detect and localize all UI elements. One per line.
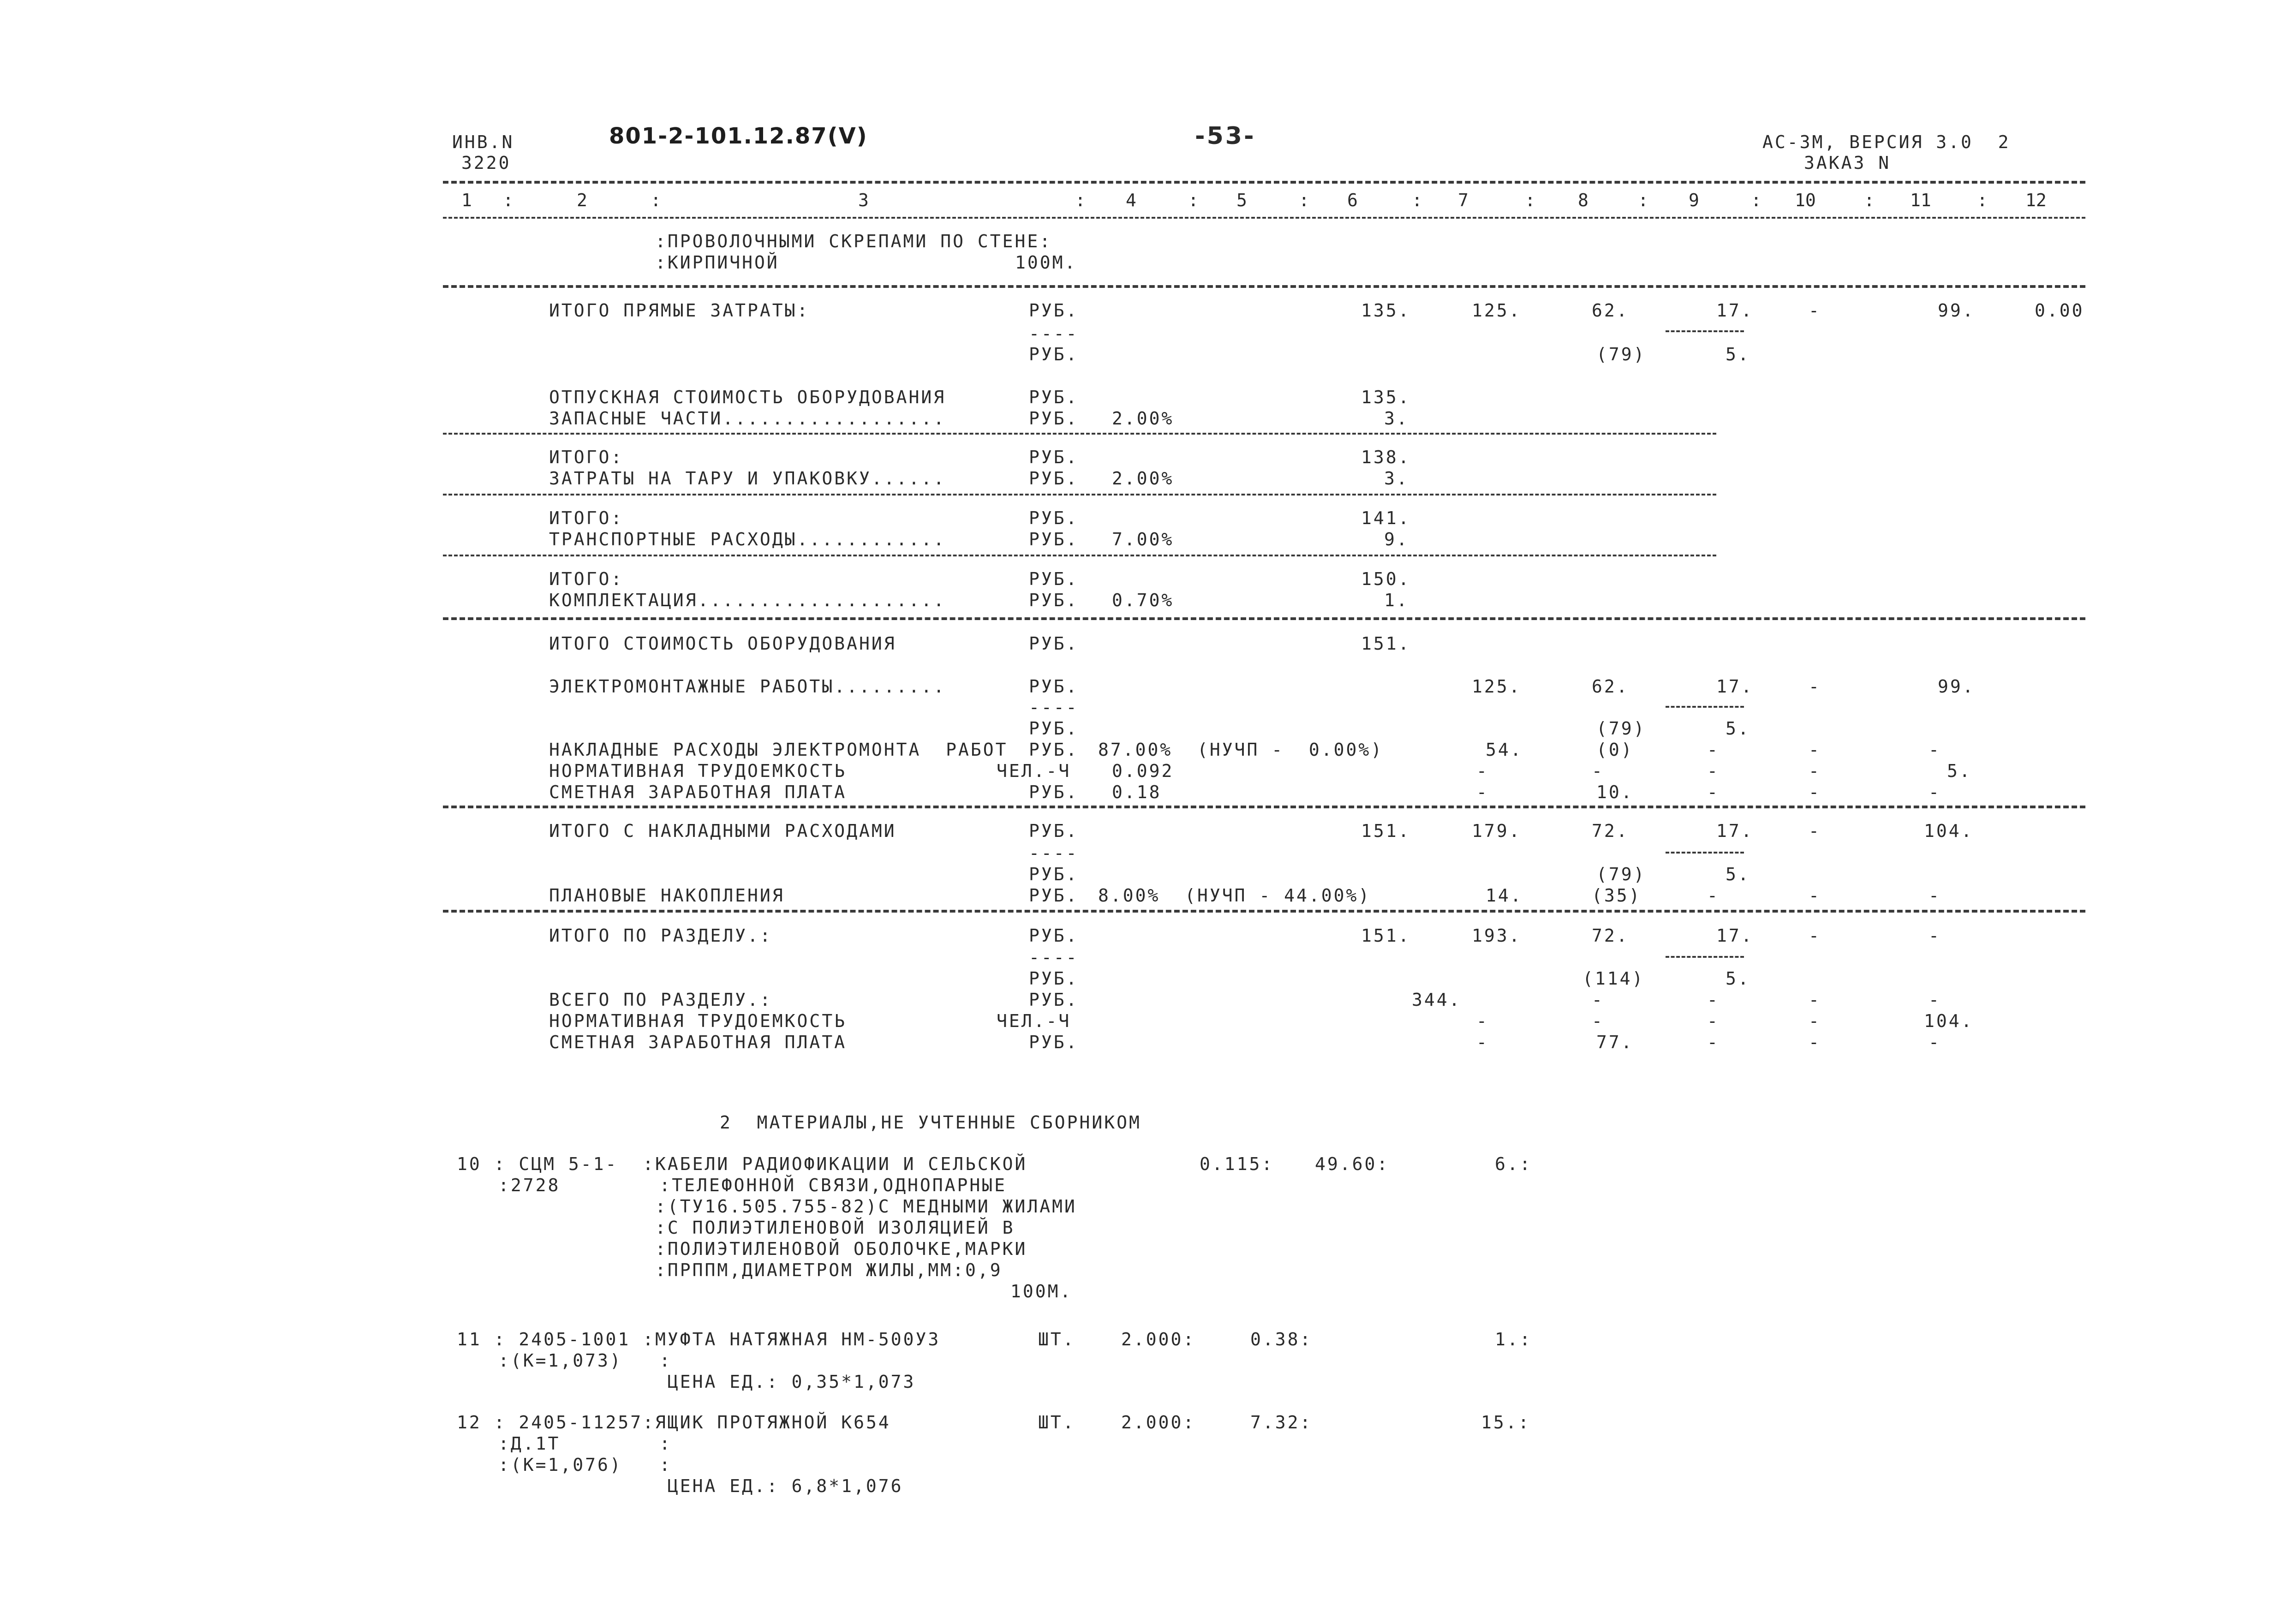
fraction-rule — [1666, 330, 1744, 332]
estimate-line: 7.32: — [1250, 1412, 1313, 1433]
column-separator: : — [1075, 190, 1086, 210]
column-separator: : — [1299, 190, 1309, 210]
estimate-line: 10. — [1596, 782, 1634, 802]
column-number: 10 — [1795, 190, 1816, 210]
estimate-line: РУБ. — [1029, 1032, 1079, 1052]
estimate-line: - — [1809, 1032, 1821, 1052]
estimate-line: ---- — [1029, 843, 1079, 863]
estimate-line: ИТОГО С НАКЛАДНЫМИ РАСХОДАМИ — [549, 821, 896, 841]
estimate-line: 0.092 — [1112, 761, 1174, 781]
estimate-line: 125. — [1472, 300, 1522, 321]
column-number: 7 — [1458, 190, 1469, 210]
estimate-line: ИТОГО ПО РАЗДЕЛУ.: — [549, 925, 772, 946]
estimate-line: - — [1809, 885, 1821, 906]
estimate-line: :С ПОЛИЭТИЛЕНОВОЙ ИЗОЛЯЦИЕЙ В — [655, 1218, 1015, 1238]
fraction-rule — [1666, 852, 1744, 854]
estimate-line: - — [1809, 990, 1821, 1010]
estimate-line: - — [1707, 761, 1720, 781]
estimate-line: :(ТУ16.505.755-82)С МЕДНЫМИ ЖИЛАМИ — [655, 1196, 1077, 1217]
group-rule — [443, 433, 1716, 435]
estimate-line: ПЛАНОВЫЕ НАКОПЛЕНИЯ — [549, 885, 785, 906]
estimate-line: 10 : СЦМ 5-1- :КАБЕЛИ РАДИОФИКАЦИИ И СЕЛЬСКОЙ — [457, 1154, 1027, 1174]
estimate-line: 14. — [1486, 885, 1523, 906]
estimate-line: - — [1592, 990, 1604, 1010]
estimate-line: 72. — [1592, 821, 1629, 841]
estimate-line: ЦЕНА ЕД.: 6,8*1,076 — [655, 1476, 903, 1496]
column-number: 1 — [461, 190, 472, 210]
estimate-line: (114) — [1582, 968, 1645, 989]
estimate-line: ЗАПАСНЫЕ ЧАСТИ.................. — [549, 408, 946, 429]
section-rule — [443, 285, 2085, 288]
estimate-line: 151. — [1361, 925, 1411, 946]
section-rule — [443, 910, 2085, 913]
estimate-line: - — [1707, 782, 1720, 802]
estimate-line: 7.00% — [1112, 529, 1174, 549]
estimate-line: (79) — [1596, 344, 1646, 364]
estimate-line: 0.115: — [1200, 1154, 1274, 1174]
column-number: 9 — [1689, 190, 1699, 210]
estimate-line: РУБ. — [1029, 447, 1079, 467]
estimate-line: РУБ. — [1029, 529, 1079, 549]
group-rule — [443, 555, 1716, 556]
estimate-line: - — [1476, 782, 1489, 802]
estimate-line: - — [1809, 821, 1821, 841]
estimate-line: 15.: — [1481, 1412, 1531, 1433]
estimate-line: (0) — [1596, 740, 1634, 760]
estimate-line: 125. — [1472, 676, 1522, 697]
estimate-line: ИТОГО: — [549, 447, 624, 467]
estimate-line: - — [1929, 782, 1941, 802]
estimate-line: РУБ. — [1029, 300, 1079, 321]
estimate-line: 62. — [1592, 676, 1629, 697]
estimate-line: - — [1707, 885, 1720, 906]
estimate-line: 5. — [1726, 718, 1750, 739]
estimate-line: 9. — [1384, 529, 1409, 549]
estimate-line: 150. — [1361, 569, 1411, 589]
column-number: 6 — [1347, 190, 1358, 210]
estimate-line: 2.00% — [1112, 468, 1174, 489]
estimate-line: ИТОГО: — [549, 508, 624, 528]
column-number: 4 — [1126, 190, 1136, 210]
estimate-line: РУБ. — [1029, 740, 1079, 760]
estimate-line: ---- — [1029, 947, 1079, 967]
estimate-line: РУБ. — [1029, 590, 1079, 610]
estimate-line: 179. — [1472, 821, 1522, 841]
estimate-line: :2728 :ТЕЛЕФОННОЙ СВЯЗИ,ОДНОПАРНЫЕ — [498, 1175, 1007, 1195]
estimate-line: РУБ. — [1029, 885, 1079, 906]
estimate-line: ЧЕЛ.-Ч — [997, 1011, 1071, 1031]
estimate-line: 99. — [1938, 300, 1975, 321]
estimate-line: (79) — [1596, 864, 1646, 884]
estimate-line: 5. — [1726, 864, 1750, 884]
estimate-line: :Д.1Т : — [498, 1433, 672, 1454]
column-number: 2 — [577, 190, 587, 210]
estimate-line: 11 : 2405-1001 :МУФТА НАТЯЖНАЯ НМ-500У3 — [457, 1329, 941, 1349]
estimate-line: ---- — [1029, 697, 1079, 717]
estimate-line: 99. — [1938, 676, 1975, 697]
estimate-line: 151. — [1361, 633, 1411, 654]
fraction-rule — [1666, 956, 1744, 958]
estimate-line: - — [1809, 300, 1821, 321]
estimate-line: 2.000: — [1121, 1412, 1196, 1433]
column-separator: : — [1751, 190, 1762, 210]
column-separator: : — [1638, 190, 1648, 210]
estimate-line: - — [1476, 1011, 1489, 1031]
column-number: 3 — [858, 190, 869, 210]
column-number: 11 — [1910, 190, 1931, 210]
estimate-line: ИТОГО: — [549, 569, 624, 589]
estimate-line: 5. — [1726, 968, 1750, 989]
estimate-line: РУБ. — [1029, 508, 1079, 528]
estimate-line: 104. — [1924, 1011, 1974, 1031]
estimate-line: - — [1476, 1032, 1489, 1052]
estimate-line: 135. — [1361, 300, 1411, 321]
estimate-line: :(К=1,076) : — [498, 1455, 672, 1475]
estimate-line: 1. — [1384, 590, 1409, 610]
estimate-line: - — [1929, 1032, 1941, 1052]
estimate-line: 17. — [1716, 821, 1754, 841]
estimate-line: НАКЛАДНЫЕ РАСХОДЫ ЭЛЕКТРОМОНТА РАБОТ — [549, 740, 1008, 760]
fraction-rule — [1666, 706, 1744, 708]
estimate-line: (79) — [1596, 718, 1646, 739]
inv-label: ИНВ.N — [452, 132, 514, 152]
estimate-line: 100М. — [1010, 1281, 1073, 1302]
estimate-line: :ПРОВОЛОЧНЫМИ СКРЕПАМИ ПО СТЕНЕ: — [655, 231, 1052, 251]
estimate-line: РУБ. — [1029, 633, 1079, 654]
estimate-line: 12 : 2405-11257:ЯЩИК ПРОТЯЖНОЙ К654 — [457, 1412, 891, 1433]
estimate-line: 72. — [1592, 925, 1629, 946]
inv-number: 3220 — [461, 153, 511, 173]
estimate-line: - — [1592, 1011, 1604, 1031]
estimate-line: НОРМАТИВНАЯ ТРУДОЕМКОСТЬ — [549, 1011, 847, 1031]
estimate-line: РУБ. — [1029, 344, 1079, 364]
estimate-line: - — [1809, 925, 1821, 946]
estimate-line: ЦЕНА ЕД.: 0,35*1,073 — [655, 1372, 916, 1392]
estimate-line: 5. — [1726, 344, 1750, 364]
estimate-line: ЭЛЕКТРОМОНТАЖНЫЕ РАБОТЫ......... — [549, 676, 946, 697]
estimate-line: - — [1809, 761, 1821, 781]
estimate-line: - — [1929, 925, 1941, 946]
estimate-line: 17. — [1716, 300, 1754, 321]
estimate-line: 2 МАТЕРИАЛЫ,НЕ УЧТЕННЫЕ СБОРНИКОМ — [720, 1112, 1141, 1133]
estimate-line: РУБ. — [1029, 676, 1079, 697]
estimate-line: 3. — [1384, 468, 1409, 489]
estimate-line: ТРАНСПОРТНЫЕ РАСХОДЫ............ — [549, 529, 946, 549]
estimate-line: 17. — [1716, 925, 1754, 946]
estimate-line: РУБ. — [1029, 990, 1079, 1010]
column-separator: : — [1977, 190, 1988, 210]
estimate-line: 1.: — [1495, 1329, 1532, 1349]
estimate-line: 0.38: — [1250, 1329, 1313, 1349]
estimate-line: 6.: — [1495, 1154, 1532, 1174]
column-separator: : — [1188, 190, 1199, 210]
estimate-line: ШТ. — [1038, 1412, 1075, 1433]
estimate-line: 54. — [1486, 740, 1523, 760]
estimate-line: 17. — [1716, 676, 1754, 697]
estimate-line: (35) — [1592, 885, 1642, 906]
estimate-line: - — [1707, 1032, 1720, 1052]
estimate-line: НОРМАТИВНАЯ ТРУДОЕМКОСТЬ — [549, 761, 847, 781]
estimate-line: ВСЕГО ПО РАЗДЕЛУ.: — [549, 990, 772, 1010]
estimate-line: РУБ. — [1029, 569, 1079, 589]
table-top-rule — [443, 181, 2085, 184]
estimate-line: - — [1809, 740, 1821, 760]
estimate-line: 193. — [1472, 925, 1522, 946]
estimate-line: - — [1707, 1011, 1720, 1031]
estimate-line: ИТОГО СТОИМОСТЬ ОБОРУДОВАНИЯ — [549, 633, 896, 654]
estimate-line: 151. — [1361, 821, 1411, 841]
estimate-line: :(К=1,073) : — [498, 1350, 672, 1371]
section-rule — [443, 806, 2085, 808]
estimate-line: 2.000: — [1121, 1329, 1196, 1349]
estimate-line: 5. — [1947, 761, 1972, 781]
estimate-line: 141. — [1361, 508, 1411, 528]
estimate-line: 344. — [1412, 990, 1462, 1010]
column-number: 5 — [1236, 190, 1247, 210]
estimate-line: ШТ. — [1038, 1329, 1075, 1349]
estimate-line: РУБ. — [1029, 408, 1079, 429]
estimate-line: 0.18 — [1112, 782, 1162, 802]
estimate-line: 104. — [1924, 821, 1974, 841]
estimate-line: РУБ. — [1029, 718, 1079, 739]
estimate-line: - — [1476, 761, 1489, 781]
page-number: -53- — [1195, 122, 1256, 150]
estimate-line: СМЕТНАЯ ЗАРАБОТНАЯ ПЛАТА — [549, 1032, 847, 1052]
estimate-line: КОМПЛЕКТАЦИЯ.................... — [549, 590, 946, 610]
estimate-line: ЗАТРАТЫ НА ТАРУ И УПАКОВКУ...... — [549, 468, 946, 489]
estimate-line: 87.00% (НУЧП - 0.00%) — [1098, 740, 1384, 760]
column-number: 8 — [1578, 190, 1588, 210]
estimate-line: ИТОГО ПРЯМЫЕ ЗАТРАТЫ: — [549, 300, 810, 321]
document-code: 801-2-101.12.87(V) — [609, 123, 868, 149]
estimate-line: РУБ. — [1029, 468, 1079, 489]
section-rule — [443, 617, 2085, 620]
estimate-line: - — [1809, 782, 1821, 802]
program-version: АС-3М, ВЕРСИЯ 3.0 2 — [1762, 132, 2011, 152]
column-separator: : — [651, 190, 661, 210]
estimate-line: ОТПУСКНАЯ СТОИМОСТЬ ОБОРУДОВАНИЯ — [549, 387, 946, 407]
estimate-line: РУБ. — [1029, 821, 1079, 841]
estimate-line: :КИРПИЧНОЙ — [655, 252, 779, 273]
estimate-line: - — [1929, 990, 1941, 1010]
estimate-line: 0.00 — [2035, 300, 2084, 321]
estimate-line: :ПОЛИЭТИЛЕНОВОЙ ОБОЛОЧКЕ,МАРКИ — [655, 1239, 1027, 1259]
header-rule — [443, 217, 2085, 219]
estimate-line: 77. — [1596, 1032, 1634, 1052]
estimate-line: 135. — [1361, 387, 1411, 407]
estimate-line: 2.00% — [1112, 408, 1174, 429]
estimate-line: - — [1707, 990, 1720, 1010]
estimate-line: РУБ. — [1029, 782, 1079, 802]
estimate-line: РУБ. — [1029, 387, 1079, 407]
column-separator: : — [1525, 190, 1535, 210]
estimate-line: 8.00% (НУЧП - 44.00%) — [1098, 885, 1371, 906]
estimate-line: - — [1809, 676, 1821, 697]
column-separator: : — [1864, 190, 1875, 210]
estimate-line: - — [1707, 740, 1720, 760]
estimate-line: ---- — [1029, 323, 1079, 344]
estimate-line: 0.70% — [1112, 590, 1174, 610]
order-number: ЗАКАЗ N — [1804, 153, 1891, 173]
estimate-line: - — [1929, 885, 1941, 906]
estimate-line: - — [1809, 1011, 1821, 1031]
estimate-line: РУБ. — [1029, 864, 1079, 884]
estimate-line: РУБ. — [1029, 925, 1079, 946]
estimate-line: 49.60: — [1315, 1154, 1390, 1174]
estimate-line: :ПРППМ,ДИАМЕТРОМ ЖИЛЫ,ММ:0,9 — [655, 1260, 1003, 1280]
estimate-line: - — [1929, 740, 1941, 760]
estimate-line: РУБ. — [1029, 968, 1079, 989]
estimate-line: 62. — [1592, 300, 1629, 321]
column-number: 12 — [2025, 190, 2047, 210]
estimate-line: ЧЕЛ.-Ч — [997, 761, 1071, 781]
estimate-line: СМЕТНАЯ ЗАРАБОТНАЯ ПЛАТА — [549, 782, 847, 802]
estimate-line: 138. — [1361, 447, 1411, 467]
column-separator: : — [1412, 190, 1422, 210]
estimate-line: 3. — [1384, 408, 1409, 429]
estimate-line: - — [1592, 761, 1604, 781]
group-rule — [443, 494, 1716, 496]
column-separator: : — [503, 190, 514, 210]
estimate-line: 100М. — [1015, 252, 1077, 273]
